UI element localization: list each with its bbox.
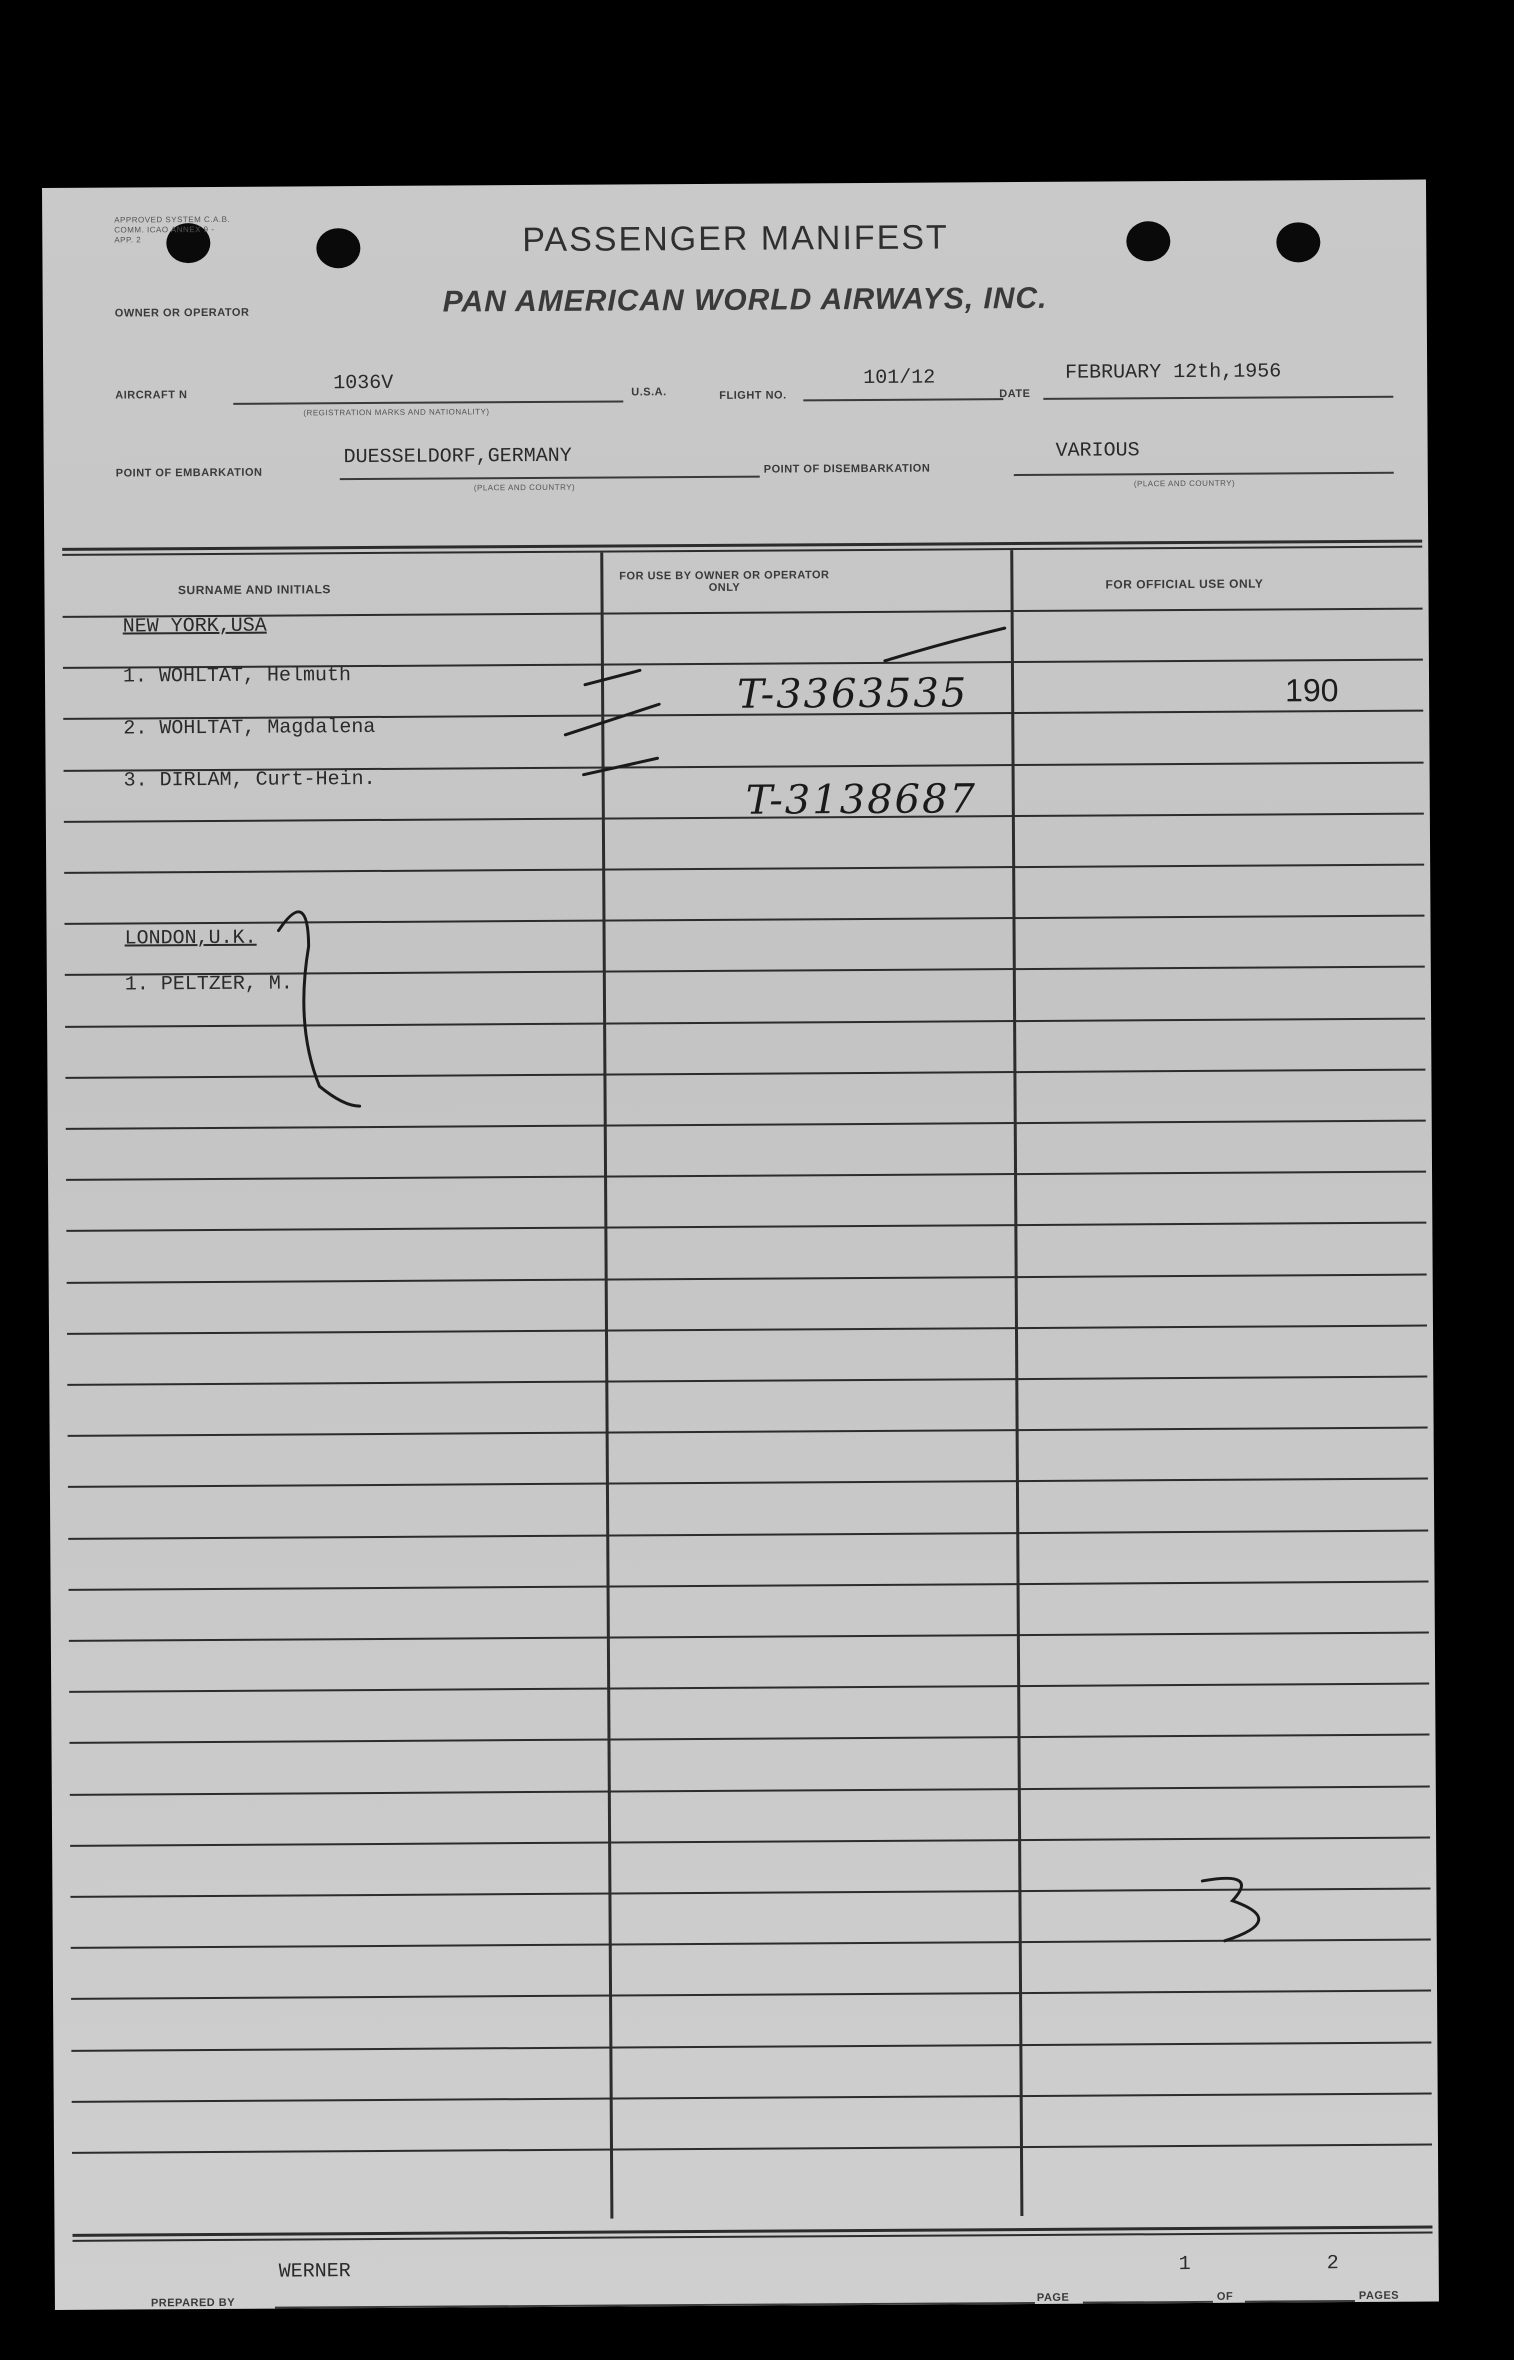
tick-mark	[583, 758, 657, 774]
disembark-value: VARIOUS	[1055, 439, 1140, 463]
col-official-head: FOR OFFICIAL USE ONLY	[1105, 576, 1264, 592]
aircraft-label: AIRCRAFT N	[115, 389, 188, 402]
nationality: U.S.A.	[631, 386, 667, 399]
owner-label: OWNER OR OPERATOR	[114, 306, 250, 320]
aircraft-sublabel: (REGISTRATION MARKS AND NATIONALITY)	[303, 407, 490, 418]
passenger-row: 1. PELTZER, M.	[124, 972, 293, 997]
page-title: PASSENGER MANIFEST	[522, 218, 949, 260]
passenger-row: 2. WOHLTAT, Magdalena	[123, 715, 376, 741]
tick-mark	[585, 670, 640, 684]
page-underline	[1083, 2301, 1213, 2304]
hand-count-mark	[1202, 1878, 1259, 1941]
embark-value: DUESSELDORF,GERMANY	[343, 444, 572, 470]
disembark-label: POINT OF DISEMBARKATION	[763, 462, 931, 476]
passenger-row: 3. DIRLAM, Curt-Hein.	[123, 767, 376, 793]
of-label: OF	[1216, 2290, 1234, 2303]
date-value: FEBRUARY 12th,1956	[1065, 360, 1282, 385]
date-label: DATE	[999, 387, 1031, 401]
prepared-by-value: WERNER	[278, 2260, 351, 2284]
official-number: 190	[1284, 672, 1339, 709]
flight-value: 101/12	[863, 366, 936, 390]
approval-text: APPROVED SYSTEM C.A.B. COMM. ICAO ANNEX 9 - APP. 2	[114, 214, 231, 245]
tick-mark	[565, 704, 659, 735]
flight-label: FLIGHT NO.	[719, 389, 787, 402]
tick-mark	[885, 628, 1005, 661]
col-surname-head: SURNAME AND INITIALS	[177, 582, 331, 598]
col-owner-head: FOR USE BY OWNER OR OPERATOR ONLY	[619, 569, 830, 594]
page-value: 1	[1178, 2253, 1191, 2277]
manifest-sheet	[42, 180, 1439, 2310]
page-label: PAGE	[1036, 2291, 1070, 2304]
aircraft-value: 1036V	[333, 371, 394, 396]
embark-sublabel: (PLACE AND COUNTRY)	[473, 482, 576, 493]
disembark-sublabel: (PLACE AND COUNTRY)	[1133, 478, 1236, 489]
passenger-row: 1. WOHLTAT, Helmuth	[122, 664, 352, 689]
hand-count	[1252, 1880, 1278, 1926]
ticket-number: T-3363535	[736, 670, 969, 718]
group-heading-newyork: NEW YORK,USA	[122, 614, 267, 639]
group-heading-london: LONDON,U.K.	[124, 926, 257, 951]
bracket-mark	[278, 911, 359, 1106]
embark-label: POINT OF EMBARKATION	[115, 466, 263, 480]
pages-label: PAGES	[1358, 2289, 1400, 2302]
pages-value: 2	[1326, 2252, 1339, 2276]
of-underline	[1245, 2300, 1355, 2303]
prepared-by-label: PREPARED BY	[150, 2296, 236, 2310]
ticket-number: T-3138687	[745, 776, 978, 824]
airline-name: PAN AMERICAN WORLD AIRWAYS, INC.	[442, 281, 1048, 319]
handwritten-marks	[42, 180, 1439, 2310]
